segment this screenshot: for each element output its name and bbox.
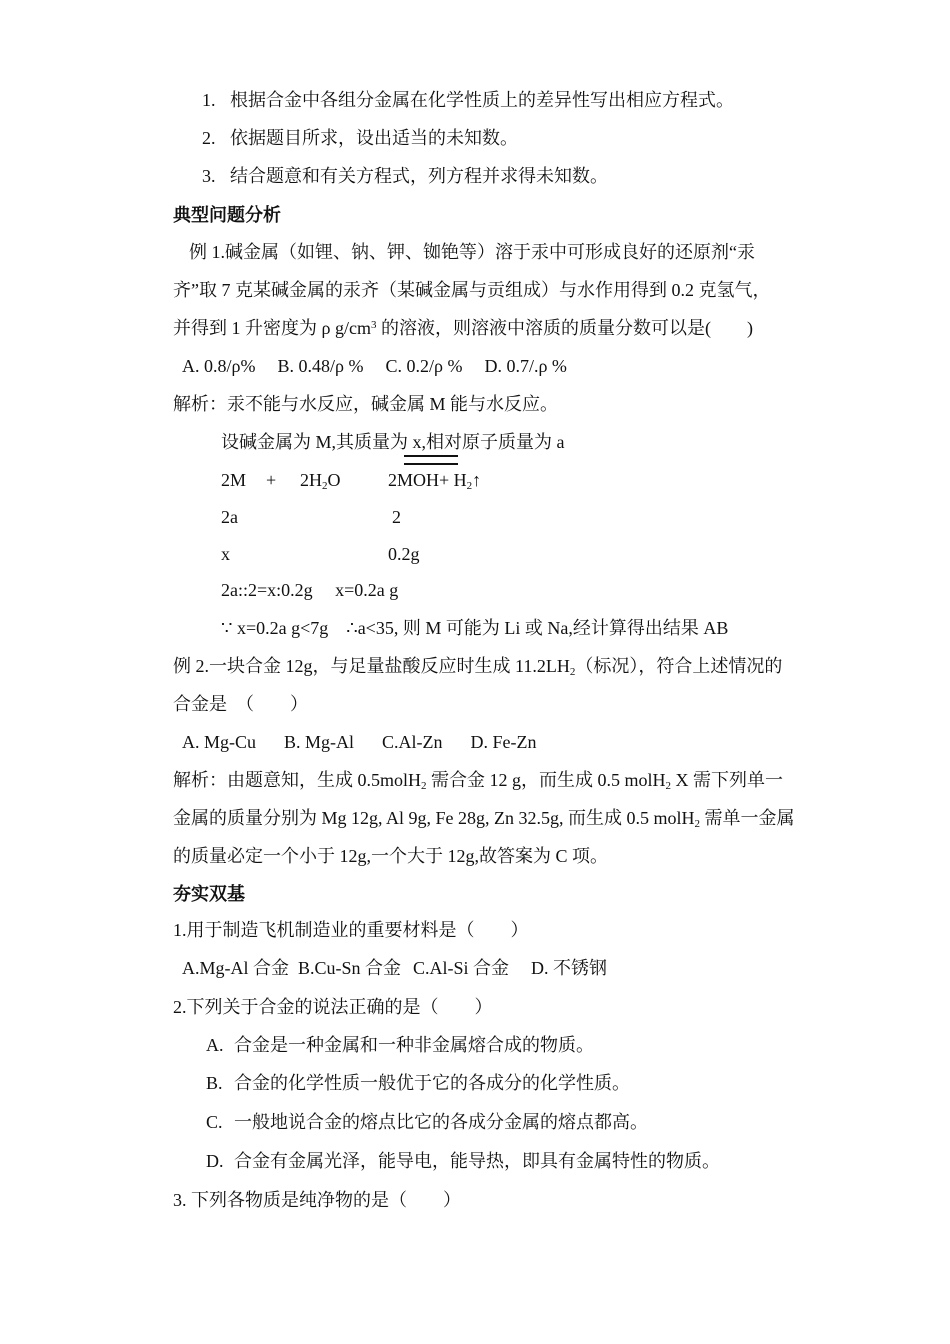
analysis-text-end: X 需下列单一	[671, 770, 784, 790]
option-letter: A.	[206, 1035, 224, 1055]
up-arrow-icon: ↑	[472, 470, 482, 490]
example2-analysis-line1	[173, 768, 783, 792]
analysis-text-end: 需单一金属	[700, 808, 795, 828]
example2-analysis-line2	[173, 806, 795, 830]
equation-conclusion: ∵ x=0.2a g<7g ∴a<35, 则 M 可能为 Li 或 Na,经计算得出结果 AB	[221, 618, 729, 638]
subscript: 2	[665, 780, 672, 792]
example1-line1: 例 1.碱金属（如锂、钠、钾、铷铯等）溶于汞中可形成良好的还原剂“汞	[189, 242, 755, 262]
option-text: 合金的化学性质一般优于它的各成分的化学性质。	[234, 1073, 630, 1093]
option-text: 一般地说合金的熔点比它的各成分金属的熔点都高。	[234, 1112, 648, 1132]
analysis-text: 解析：由题意知，生成 0.5molH	[173, 770, 421, 790]
equation-r2	[300, 468, 341, 492]
subscript: 2	[569, 666, 576, 678]
example2-line2: 合金是 （ ）	[173, 694, 308, 714]
equation-product-text: 2MOH+ H	[388, 470, 467, 490]
question2: 2.下列关于合金的说法正确的是（ ）	[173, 997, 493, 1017]
equation-row-x-right: 0.2g	[388, 544, 420, 564]
subscript: 2	[466, 480, 473, 492]
option-c: C.Al-Si 合金	[413, 958, 510, 978]
option-b: B.Cu-Sn 合金	[298, 958, 402, 978]
subscript: 2	[322, 480, 328, 492]
step-item	[202, 164, 608, 188]
equation-double-line	[404, 455, 458, 465]
example1-analysis: 解析：汞不能与水反应，碱金属 M 能与水反应。	[173, 394, 559, 414]
step-item	[202, 88, 734, 112]
subscript: 2	[421, 780, 427, 792]
question3: 3. 下列各物质是纯净物的是（ ）	[173, 1190, 461, 1210]
example1-line2: 齐”取 7 克某碱金属的汞齐（某碱金属与贡组成）与水作用得到 0.2 克氢气，	[173, 280, 771, 300]
option-a: A.Mg-Al 合金	[182, 958, 289, 978]
subscript: 2	[694, 818, 701, 830]
superscript: 3	[370, 319, 377, 331]
option-a: A. 0.8/ρ%	[182, 356, 256, 376]
option-a: A. Mg-Cu	[182, 732, 257, 752]
equation-r2-text: 2H	[300, 470, 322, 490]
question1: 1.用于制造飞机制造业的重要材料是（ ）	[173, 920, 529, 940]
example2-line1	[173, 654, 782, 678]
option-d: D. 0.7/.ρ %	[484, 356, 567, 376]
equation-r2-text-end: O	[327, 470, 341, 490]
question2-option-c	[206, 1110, 648, 1134]
analysis-text-mid: 需合金 12 g，而生成 0.5 molH	[426, 770, 666, 790]
example2-line1-text-end: （标况），符合上述情况的	[575, 656, 783, 676]
step-text: 结合题意和有关方程式，列方程并求得未知数。	[230, 166, 608, 186]
example1-setup: 设碱金属为 M,其质量为 x,相对原子质量为 a	[221, 432, 565, 452]
option-d: D. 不锈钢	[531, 958, 608, 978]
step-number: 2.	[202, 128, 216, 148]
step-number: 1.	[202, 90, 216, 110]
option-c: C. 0.2/ρ %	[385, 356, 463, 376]
example1-options	[182, 354, 567, 378]
equation-row-a-right: 2	[392, 507, 401, 527]
question2-option-a	[206, 1033, 594, 1057]
equation-row-a-left: 2a	[221, 507, 238, 527]
option-b: B. Mg-Al	[284, 732, 355, 752]
option-c: C.Al-Zn	[382, 732, 443, 752]
step-text: 根据合金中各组分金属在化学性质上的差异性写出相应方程式。	[230, 90, 734, 110]
example2-analysis-line3: 的质量必定一个小于 12g,一个大于 12g,故答案为 C 项。	[173, 846, 609, 866]
option-text: 合金有金属光泽，能导电，能导热，即具有金属特性的物质。	[234, 1151, 720, 1171]
equation-row-x-left: x	[221, 544, 230, 564]
section-heading: 夯实双基	[173, 884, 245, 904]
step-text: 依据题目所求，设出适当的未知数。	[230, 128, 518, 148]
step-item	[202, 126, 518, 150]
option-b: B. 0.48/ρ %	[277, 356, 364, 376]
analysis-text: 金属的质量分别为 Mg 12g, Al 9g, Fe 28g, Zn 32.5g, 而生成 0.5 molH	[173, 808, 695, 828]
section-heading: 典型问题分析	[173, 205, 281, 225]
question2-option-b	[206, 1071, 630, 1095]
equation-plus: +	[266, 470, 277, 490]
option-letter: C.	[206, 1112, 223, 1132]
question1-options	[182, 956, 607, 980]
question2-option-d	[206, 1149, 720, 1173]
step-number: 3.	[202, 166, 216, 186]
option-text: 合金是一种金属和一种非金属熔合成的物质。	[234, 1035, 594, 1055]
example2-line1-text: 例 2.一块合金 12g，与足量盐酸反应时生成 11.2LH	[173, 656, 570, 676]
equation-products	[388, 468, 481, 492]
example1-line3-text: 并得到 1 升密度为 ρ g/cm	[173, 318, 371, 338]
example1-line3-text-end: 的溶液，则溶液中溶质的质量分数可以是( )	[376, 318, 753, 338]
example2-options	[182, 730, 537, 754]
example1-line3	[173, 316, 753, 340]
option-letter: D.	[206, 1151, 224, 1171]
equation-ratio: 2a::2=x:0.2g x=0.2a g	[221, 580, 399, 600]
option-letter: B.	[206, 1073, 223, 1093]
option-d: D. Fe-Zn	[470, 732, 537, 752]
equation-r1: 2M	[221, 470, 247, 490]
